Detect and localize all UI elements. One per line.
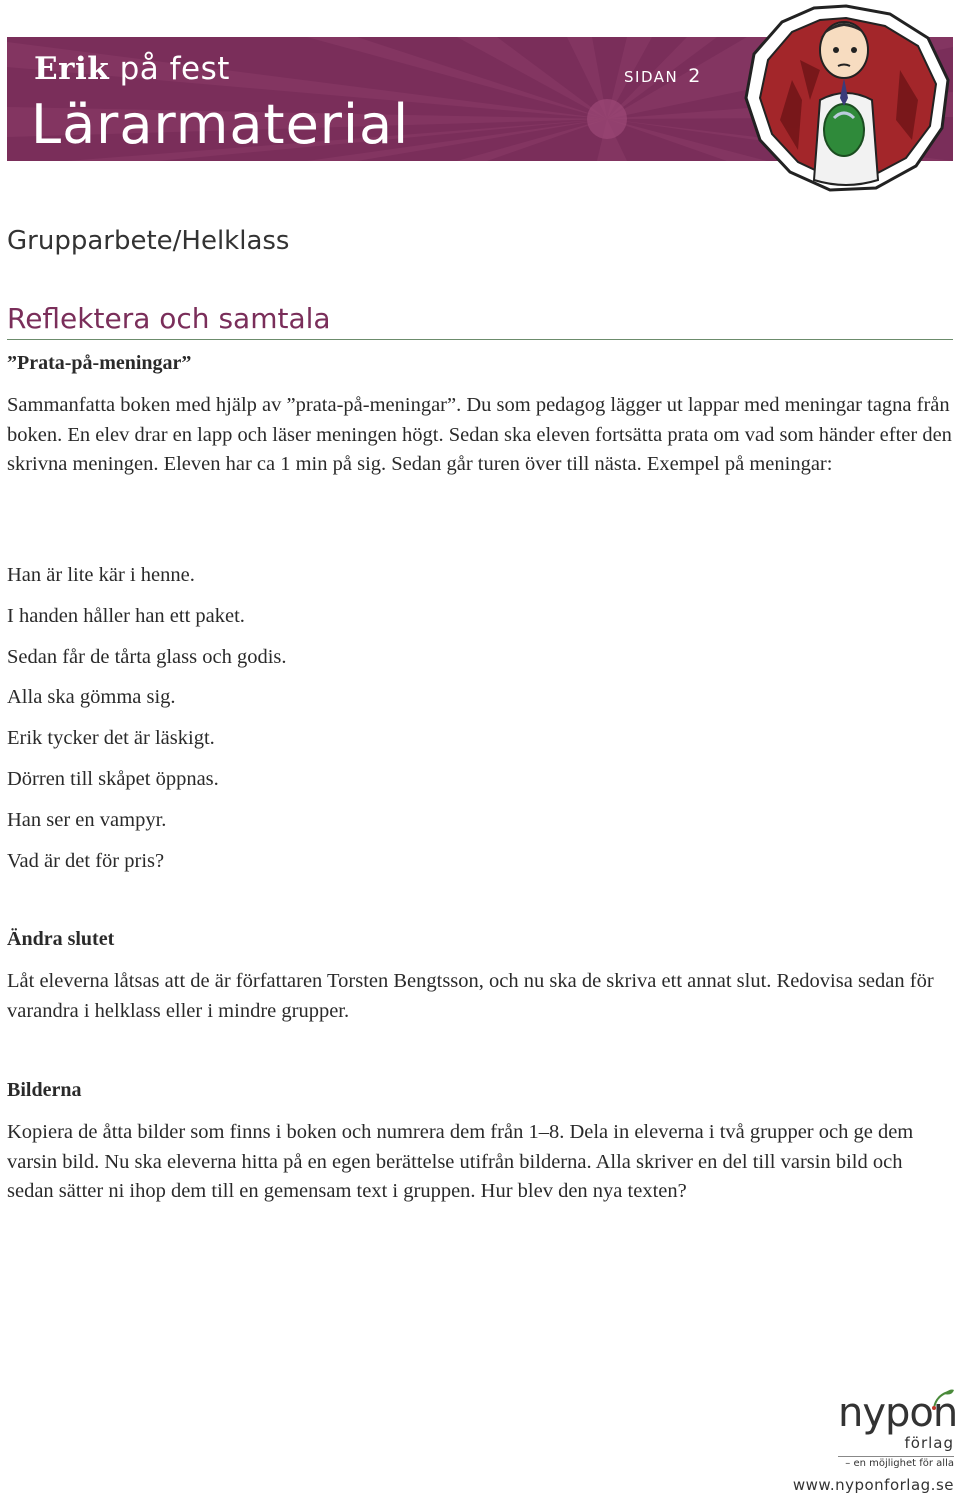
publisher-logo [792, 1390, 958, 1494]
prata-heading: ”Prata-på-meningar” [7, 352, 192, 374]
document-title: Lärarmaterial [31, 93, 410, 156]
erik-illustration [740, 0, 952, 194]
logo-word: nypon [838, 1390, 958, 1436]
sentence-item: I handen håller han ett paket. [7, 604, 245, 627]
andra-heading: Ändra slutet [7, 928, 115, 950]
andra-text: Låt eleverna låtsas att de är författaren Torsten Bengtsson, och nu ska de skriva ett annat slut. Redovisa sedan för varandra i helklass eller i mindre grupper. [7, 970, 934, 1022]
sentence-item: Han ser en vampyr. [7, 808, 167, 831]
sentence-item: Vad är det för pris? [7, 849, 165, 872]
sentence-item: Sedan får de tårta glass och godis. [7, 645, 287, 668]
bilderna-text: Kopiera de åtta bilder som finns i boken och numrera dem från 1–8. Dela in eleverna i två grupper och ge dem varsin bild. Nu ska eleverna hitta på en egen berättelse utifrån bilderna. Alla skriver en del till varsin bild och sedan sätter ni ihop dem till en gemensam text i gruppen. Hur blev den nya texten? [7, 1121, 914, 1202]
page-number: 2 [688, 65, 702, 87]
page-indicator [624, 65, 702, 87]
sentence-item: Erik tycker det är läskigt. [7, 727, 215, 750]
book-title-rest: på fest [119, 51, 230, 87]
section-heading: Reflektera och samtala [7, 302, 331, 335]
book-title-bold: Erik [34, 51, 110, 87]
publisher-url[interactable]: www.nyponforlag.se [792, 1476, 954, 1494]
logo-divider [838, 1456, 954, 1457]
sentence-item: Alla ska gömma sig. [7, 686, 176, 709]
page-label: SIDAN [624, 68, 679, 86]
sentence-item: Dörren till skåpet öppnas. [7, 767, 219, 790]
bilderna-heading: Bilderna [7, 1079, 82, 1101]
logo-sub: förlag [904, 1434, 954, 1452]
prata-intro: Sammanfatta boken med hjälp av ”prata-på-meningar”. Du som pedagog lägger ut lappar med meningar tagna från boken. En elev drar en lapp och läser meningen högt. Sedan ska eleven fortsätta prata om vad som händer efter den skrivna meningen. Eleven har ca 1 min på sig. Sedan går turen över till nästa. Exempel på meningar: [7, 394, 952, 475]
logo-tagline: – en möjlighet för alla [845, 1458, 954, 1469]
book-title [34, 51, 230, 87]
sentence-list [7, 560, 287, 886]
sentence-item: Han är lite kär i henne. [7, 564, 195, 586]
section-divider [7, 339, 953, 340]
group-heading: Grupparbete/Helklass [7, 226, 290, 256]
